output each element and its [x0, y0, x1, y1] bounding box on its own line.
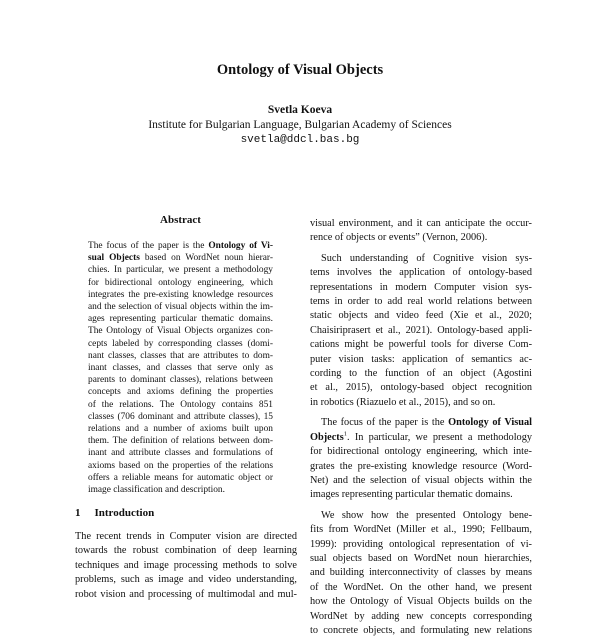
abstract-heading: Abstract: [160, 214, 201, 226]
abstract-line: image classification and description.: [88, 485, 225, 496]
body-line: rence of objects or events” (Vernon, 2006).: [310, 232, 488, 244]
body-line: to concrete objects, and formulating new relations: [310, 624, 532, 636]
abstract-line: The Ontology of Visual Objects organizes con-: [88, 326, 273, 337]
abstract-body: [88, 240, 273, 496]
abstract-line: inant classes, and classes that serve only as: [88, 363, 273, 374]
body-line: tems in order to add real world relations between: [310, 296, 532, 308]
abstract-line: concepts and axioms defining the properties: [88, 387, 273, 398]
body-line: for bidirectional ontology engineering, which inte-: [310, 446, 532, 458]
abstract-line: [88, 240, 273, 252]
body-line: Chaisiriprasert et al., 2021). Ontology-based appli-: [310, 324, 532, 336]
body-line: how the Ontology of Visual Objects builds on the: [310, 596, 532, 608]
abstract-line: relations and a number of axioms built upon: [88, 424, 273, 435]
abstract-line: integrates the pre-existing knowledge resources: [88, 289, 273, 300]
abstract-line: [88, 252, 273, 264]
abstract-line: for bidirectional ontology engineering, which: [88, 277, 273, 288]
author-affiliation: Institute for Bulgarian Language, Bulgarian Academy of Sciences: [148, 119, 452, 131]
intro-left-column: [75, 530, 297, 602]
body-line: [310, 416, 532, 430]
body-text: The focus of the paper is the: [321, 417, 449, 429]
body-line: of the WordNet. On the other hand, we present: [310, 581, 532, 593]
footnote-marker[interactable]: 1: [343, 430, 347, 438]
body-line: Net) and the selection of visual objects within the: [310, 474, 532, 486]
abstract-line: classes (706 dominant and attribute classes), 15: [88, 411, 273, 422]
body-line: puter vision tasks: application of semantics ac-: [310, 353, 532, 365]
bold-phrase: Ontology of Visual: [448, 417, 532, 429]
abstract-line: nant classes, classes that are attributes to dom-: [88, 350, 273, 361]
intro-right-column: [310, 217, 532, 638]
body-line: WordNet by adding new concepts corresponding: [310, 610, 532, 622]
body-line: et al., 2015), ontology-based object recognition: [310, 382, 532, 394]
abstract-line: axioms based on the properties of the relations: [88, 460, 273, 471]
paper-title: Ontology of Visual Objects: [216, 62, 384, 78]
section-title: Introduction: [94, 507, 155, 519]
body-line: images representing particular thematic domains.: [310, 489, 513, 501]
body-line: visual environment, and it can anticipate the occur-: [310, 218, 532, 229]
body-line: [310, 431, 532, 445]
abstract-line-rest: based on WordNet noun hierar-: [139, 253, 273, 264]
abstract-line: ages representing particular thematic domains.: [88, 314, 273, 325]
abstract-bold-phrase: sual Objects: [88, 253, 140, 264]
body-line: representations in modern Computer vision sys-: [310, 281, 532, 293]
body-text: . In particular, we present a methodology: [347, 431, 532, 443]
author-email: svetla@ddcl.bas.bg: [240, 134, 360, 146]
abstract-line: offers a reliable means for automatic object or: [88, 472, 273, 483]
body-line: 1999): providing ontological representation of vi-: [310, 538, 532, 550]
body-line: and building interconnectivity of classes by means: [310, 567, 532, 579]
author-name: Svetla Koeva: [267, 104, 333, 116]
body-line: fits from WordNet (Miller et al., 1990; Fellbaum,: [310, 524, 532, 536]
body-line: towards the robust combination of deep learning: [75, 545, 297, 557]
abstract-line-prefix: The focus of the paper is the: [88, 241, 209, 251]
abstract-line: chies. In particular, we present a methodology: [88, 265, 273, 276]
body-line: problems, such as image and video understanding,: [75, 574, 297, 586]
body-line: in robotics (Riazuelo et al., 2015), and so on.: [310, 396, 496, 408]
abstract-line: of the relations. The Ontology contains 851: [88, 399, 273, 410]
body-line: static objects and video feed (Xie et al., 2020;: [310, 310, 532, 322]
body-line: sual objects based on WordNet noun hierarchies,: [310, 552, 532, 564]
abstract-line: them. The definition of relations between dom-: [88, 436, 273, 447]
bold-phrase: Objects: [310, 431, 344, 443]
abstract-bold-phrase: Ontology of Vi-: [208, 241, 273, 251]
section-number: 1: [75, 507, 81, 519]
body-line: cations might be powerful tools for diverse Com-: [310, 339, 532, 351]
body-line: We show how the presented Ontology bene-: [321, 509, 532, 521]
body-line: Such understanding of Cognitive vision sys-: [321, 252, 532, 264]
body-line: techniques and image processing methods to solve: [75, 559, 297, 571]
abstract-line: parents to dominant classes), relations between: [88, 375, 273, 386]
body-line: robot vision and processing of multimodal and mul-: [75, 588, 297, 600]
body-line: The recent trends in Computer vision are directed: [75, 531, 297, 542]
body-line: tems involves the application of ontology-based: [310, 267, 532, 279]
section-heading: [75, 507, 154, 519]
abstract-line: and the selection of visual objects within the im-: [88, 302, 273, 313]
body-line: cording to the function of an object (Agostini: [310, 368, 532, 380]
abstract-line: inant and attribute classes and formulations of: [88, 448, 273, 459]
abstract-line: cepts labeled by corresponding classes (domi-: [88, 338, 273, 349]
body-line: grates the pre-existing knowledge resource (Word-: [310, 460, 532, 472]
